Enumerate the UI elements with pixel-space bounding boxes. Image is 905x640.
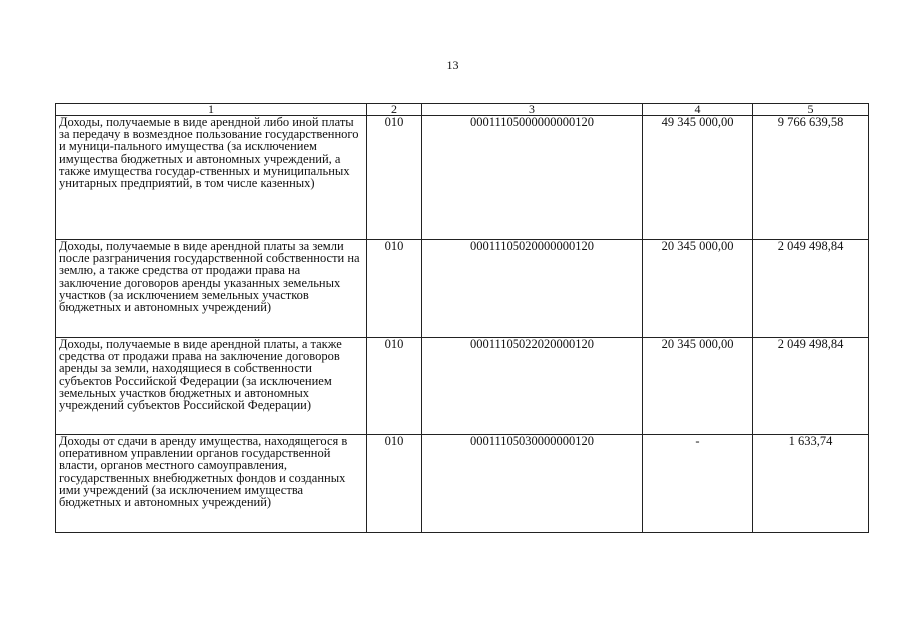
row-actual-amount: 1 633,74: [753, 435, 869, 533]
column-header-1: 1: [56, 104, 367, 116]
column-header-2: 2: [367, 104, 422, 116]
row-description: Доходы, получаемые в виде арендной платы, а также средства от продажи права на заключение договоров аренды за земли, находящиеся в собственности субъектов Российской Федерации (за исключением земельных участков бюджетных и автономных учреждений субъектов Российской Федерации): [56, 338, 367, 435]
page-number: 13: [446, 58, 459, 72]
table-row: [56, 435, 869, 533]
revenue-table: [55, 103, 869, 533]
row-description: Доходы, получаемые в виде арендной платы за земли после разграничения государственной собственности на землю, а также средства от продажи права на заключение договоров аренды указанных земельных участков (за исключением земельных участков бюджетных и автономных учреждений): [56, 240, 367, 338]
row-admin-code: 010: [367, 116, 422, 240]
column-header-3: 3: [422, 104, 643, 116]
table-row: [56, 240, 869, 338]
row-actual-amount: 2 049 498,84: [753, 240, 869, 338]
row-plan-amount: 20 345 000,00: [643, 240, 753, 338]
row-kbk: 00011105022020000120: [422, 338, 643, 435]
column-header-4: 4: [643, 104, 753, 116]
row-admin-code: 010: [367, 435, 422, 533]
row-plan-amount: -: [643, 435, 753, 533]
row-kbk: 00011105020000000120: [422, 240, 643, 338]
row-description: Доходы от сдачи в аренду имущества, находящегося в оперативном управлении органов государственной власти, органов местного самоуправления, государственных внебюджетных фондов и созданных ими учреждений (за исключением имущества бюджетных и автономных учреждений): [56, 435, 367, 533]
row-admin-code: 010: [367, 338, 422, 435]
row-plan-amount: 20 345 000,00: [643, 338, 753, 435]
header-row: [56, 104, 869, 116]
row-kbk: 00011105000000000120: [422, 116, 643, 240]
row-actual-amount: 9 766 639,58: [753, 116, 869, 240]
row-kbk: 00011105030000000120: [422, 435, 643, 533]
row-plan-amount: 49 345 000,00: [643, 116, 753, 240]
column-header-5: 5: [753, 104, 869, 116]
row-admin-code: 010: [367, 240, 422, 338]
table-row: [56, 338, 869, 435]
row-actual-amount: 2 049 498,84: [753, 338, 869, 435]
row-description: Доходы, получаемые в виде арендной либо иной платы за передачу в возмездное пользование государственного и муници-пального имущества (за исключением имущества бюджетных и автономных учреждений, а также имущества государ-ственных и муниципальных унитарных предприятий, в том числе казенных): [56, 116, 367, 240]
table-row: [56, 116, 869, 240]
